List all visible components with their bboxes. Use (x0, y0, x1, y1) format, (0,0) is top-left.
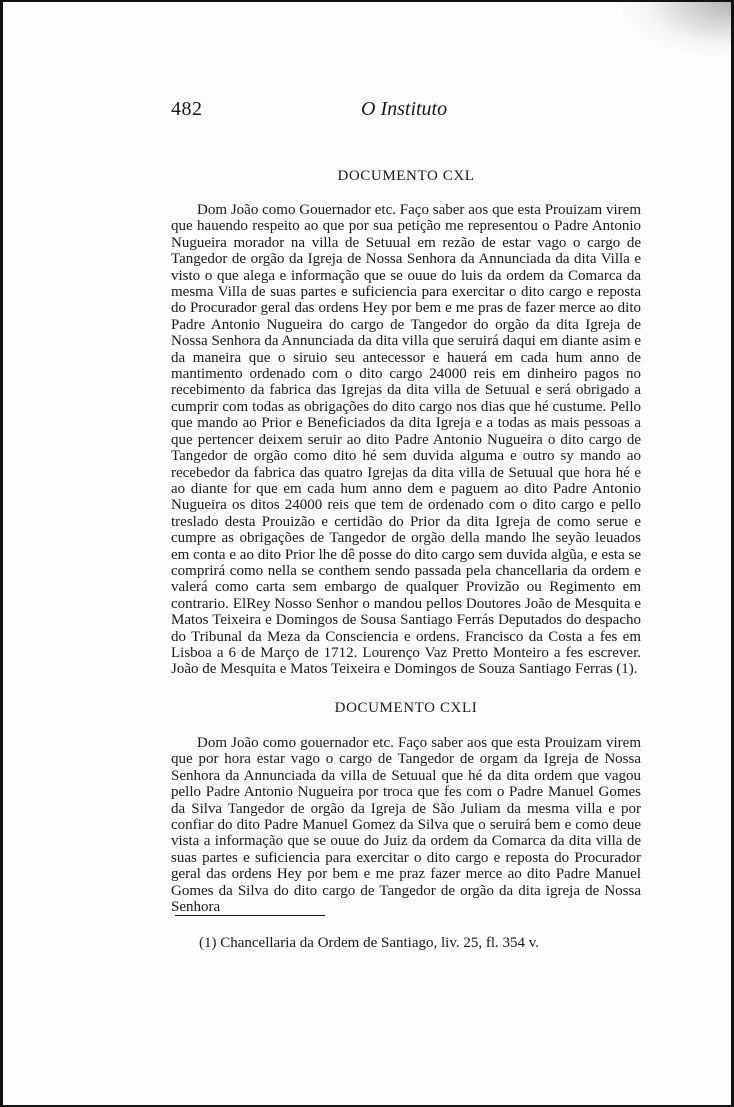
document-140-heading: DOCUMENTO CXL (337, 168, 475, 184)
document-140-text: Dom João como Gouernador etc. Faço saber aos que esta Prouizam virem que hauendo respeito ao que por sua petição me representou o Padre Antonio Nugueira morador na villa de Setuual em rezão de estar vago o cargo de Tangedor de orgão da Igreja de Nossa Senhora da Annunciada da dita Villa e visto o que alega e informação que se ouue do luis da ordem da Comarca da mesma Villa de suas partes e suficiencia para exercitar o dito cargo e reposta do Procurador geral das ordens Hey por bem e me pras de fazer merce ao dito Padre Antonio Nugueira do cargo de Tangedor do orgão da dita Igreja de Nossa Senhora da Annunciada da dita villa que seruirá daqui em diante asim e da maneira que o siruio seu antecessor e hauerá em cada hum anno de mantimento ordenado com o dito cargo 24000 reis em dinheiro pagos no recebimento da fabrica das Igrejas da dita villa de Setuual e será obrigado a cumprir com todas as obrigações do dito cargo nos dias que hé custume. Pello que mando ao Prior e Beneficiados da dita Igreja e a todas as mais pessoas a que pertencer deixem seruir ao dito Padre Antonio Nugueira o dito cargo de Tangedor de orgão como dito hé sem duvida alguma e outro sy mando ao recebedor da fabrica das quatro Igrejas da dita villa de Setuual que hora hé e ao diante for que em cada hum anno dem e paguem ao dito Padre Antonio Nugueira os ditos 24000 reis que tem de ordenado com o dito cargo e pello treslado desta Prouizão e certidão do Prior da dita Igreja de como serue e cumpre as obrigações de Tangedor de orgão della mando lhe seyão leuados em conta e ao dito Prior lhe dê posse do dito cargo sem duvida algũa, e esta se comprirá como nella se conthem sendo passada pela chancellaria da ordem e valerá como carta sem embargo de qualquer Provizão ou Regimento em contrario. ElRey Nosso Senhor o mandou pellos Doutores João de Mesquita e Matos Teixeira e Domingos de Sousa Santiago Ferrás Deputados do despacho do Tribunal da Meza da Consciencia e ordens. Francisco da Costa a fes em Lisboa a 6 de Março de 1712. Lourenço Vaz Pretto Monteiro a fes escrever. João de Mesquita e Matos Teixeira e Domingos de Souza Santiago Ferras (1). (171, 202, 641, 678)
footnote: (1) Chancellaria da Ordem de Santiago, liv. 25, fl. 354 v. (199, 935, 540, 951)
running-head (171, 98, 641, 124)
footnote-rule (175, 915, 325, 916)
page-number: 482 (171, 98, 203, 120)
document-141-text: Dom João como gouernador etc. Faço saber aos que esta Prouizam virem que por hora estar vago o cargo de Tangedor de orgam da Igreja de Nossa Senhora da Annunciada da villa de Setuual que hé da dita ordem que vagou pello Padre Antonio Nugueira por troca que fes com o Padre Manuel Gomes da Silva Tangedor de orgão da Igreja de São Juliam da mesma villa e por confiar do dito Padre Manuel Gomez da Silva que o seruirá bem e como deue vista a informação que se ouue do Juiz da ordem da Comarca da dita villa de suas partes e suficiencia para exercitar o dito cargo e reposta do Procurador geral das ordens Hey por bem e me praz fazer merce ao dito Padre Manuel Gomes da Silva do dito cargo de Tangedor de orgão da dita igreja de Nossa Senhora (171, 735, 641, 916)
journal-title: O Instituto (361, 98, 448, 120)
page-corner-smudge (621, 2, 731, 57)
document-141-heading: DOCUMENTO CXLI (334, 700, 478, 716)
